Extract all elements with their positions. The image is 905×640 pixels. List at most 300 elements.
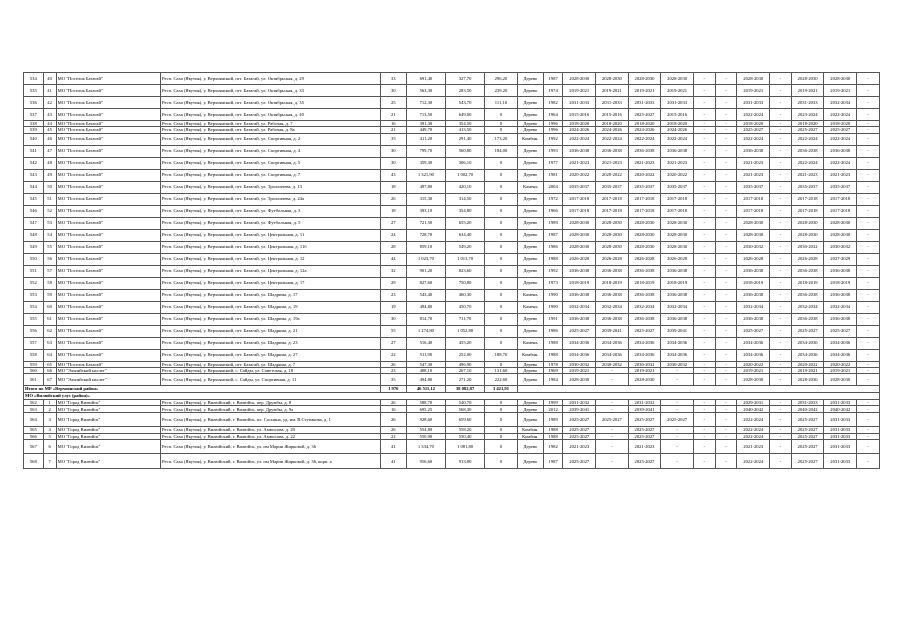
table-cell: 2025-2027 xyxy=(791,412,824,427)
table-cell: 2025-2027 xyxy=(791,325,824,337)
table-cell: 1 002,70 xyxy=(445,169,484,181)
table-cell: 2018-2019 xyxy=(596,277,629,289)
table-cell: - xyxy=(693,241,715,253)
table-cell: 553 xyxy=(24,289,44,301)
table-cell: 2021-2023 xyxy=(661,157,694,169)
table-cell: 327,70 xyxy=(445,73,484,85)
table-body-verkhoyansk xyxy=(24,73,880,386)
table-cell: 61 xyxy=(43,313,56,325)
table-cell: 2028-2030 xyxy=(737,217,770,229)
table-cell: МО "Поселок Батагай" xyxy=(56,85,160,97)
table-cell: Респ. Саха (Якутия), у. Верхоянский, пгт. Батагай, ул. Тролличева, д. 24а xyxy=(161,193,381,205)
table-cell: - xyxy=(693,145,715,157)
table-cell: 2025-2027 xyxy=(628,412,661,427)
table-cell: Респ. Саха (Якутия), у. Верхоянский, пгт. Батагай, ул. Шадрина, д. 19а xyxy=(161,313,381,325)
table-cell: Дерево xyxy=(517,325,543,337)
table-cell: 562 xyxy=(24,400,44,406)
table-cell: Респ. Саха (Якутия), у. Верхоянский, пгт. Батагай, ул. Спортивная, д. 4 xyxy=(161,145,381,157)
table-cell: 1 081,80 xyxy=(445,439,484,454)
table-cell: 2018-2019 xyxy=(628,277,661,289)
table-cell: - xyxy=(770,454,792,469)
table-cell: МО "Поселок Батагай" xyxy=(56,301,160,313)
table-cell: Респ. Саха (Якутия), у. Верхоянский, пгт. Батагай, ул. Центральная, д. 12 xyxy=(161,253,381,265)
table-cell: МО "Поселок Батагай" xyxy=(56,157,160,169)
table-cell: 252,00 xyxy=(445,349,484,361)
table-cell: Респ. Саха (Якутия), у. Верхоянский, пгт. Батагай, ул. Центральная, д. 12а xyxy=(161,265,381,277)
table-cell: 2028-2030 xyxy=(737,73,770,85)
table-cell: Дерево xyxy=(517,400,543,406)
table-cell: - xyxy=(661,454,694,469)
table-cell: 2018-2019 xyxy=(563,277,596,289)
table-cell: 2034-2036 xyxy=(661,337,694,349)
table-cell: 23 xyxy=(380,289,406,301)
table-cell: 0 xyxy=(485,289,518,301)
table-cell: 2017-2018 xyxy=(737,205,770,217)
table-cell: МО "Поселок Батагай" xyxy=(56,97,160,109)
table-cell: 557 xyxy=(24,337,44,349)
table-row xyxy=(24,325,880,337)
table-cell: 799,70 xyxy=(406,145,445,157)
table-cell: 2022-2024 xyxy=(596,133,629,145)
table-cell: 2028-2030 xyxy=(737,374,770,386)
table-cell: - xyxy=(770,169,792,181)
table-cell: 1 274,80 xyxy=(406,325,445,337)
table-cell: 2015-2016 xyxy=(661,109,694,121)
table-cell: 2030-2032 xyxy=(596,361,629,367)
table-cell: 2017-2018 xyxy=(563,205,596,217)
table-cell: 6 xyxy=(43,439,56,454)
table-cell: 50 xyxy=(43,181,56,193)
table-row xyxy=(24,205,880,217)
table-cell: 2025-2027 xyxy=(628,454,661,469)
table-cell: 314,50 xyxy=(445,193,484,205)
table-cell: 2017-2018 xyxy=(791,193,824,205)
table-cell: - xyxy=(693,85,715,97)
table-cell: 2025-2027 xyxy=(563,325,596,337)
table-cell: Комбин. xyxy=(517,133,543,145)
table-cell: 2031-2033 xyxy=(824,412,857,427)
table-cell: 2026-2028 xyxy=(596,253,629,265)
table-cell: 2020-2022 xyxy=(661,169,694,181)
total-label: Итого по МР «Верхоянский район» xyxy=(24,386,381,393)
table-cell: - xyxy=(596,406,629,412)
table-cell: - xyxy=(770,121,792,127)
table-cell: - xyxy=(770,145,792,157)
table-cell: 2031-2032 xyxy=(563,400,596,406)
table-cell: 1989 xyxy=(543,412,563,427)
table-cell: - xyxy=(715,169,737,181)
table-cell: - xyxy=(596,427,629,433)
table-cell: - xyxy=(857,361,880,367)
table-cell: 2022-2024 xyxy=(737,454,770,469)
table-cell: 0 xyxy=(485,400,518,406)
table-cell: - xyxy=(661,374,694,386)
table-cell: Дерево xyxy=(517,439,543,454)
table-cell: 560 xyxy=(24,367,44,373)
table-cell: 2028-2030 xyxy=(628,217,661,229)
table-cell: 0 xyxy=(485,301,518,313)
table-cell: Респ. Саха (Якутия), у. Вилюйский, г. Вилюйск, ул. им Марии Жирковой, д. 36 xyxy=(161,439,381,454)
table-cell: 2031-2033 xyxy=(824,454,857,469)
table-cell: Респ. Саха (Якутия), у. Вилюйский, г. Вилюйск, пер. Дружбы, д. 9а xyxy=(161,406,381,412)
table-cell: 29 xyxy=(380,277,406,289)
table-cell: 2019-2021 xyxy=(791,367,824,373)
table-cell: 2028-2030 xyxy=(596,241,629,253)
table-cell: МО "Поселок Батагай" xyxy=(56,109,160,121)
table-cell: 43 xyxy=(380,169,406,181)
table-cell: 2028-2030 xyxy=(596,229,629,241)
table-cell: 2020-2022 xyxy=(737,361,770,367)
table-cell: 1987 xyxy=(543,229,563,241)
table-cell: - xyxy=(857,181,880,193)
table-cell: 41 xyxy=(380,454,406,469)
table-cell: 2024-2026 xyxy=(661,127,694,133)
table-cell: 1999 xyxy=(543,400,563,406)
table-cell: 2025-2027 xyxy=(563,433,596,439)
table-cell: - xyxy=(596,454,629,469)
table-cell: - xyxy=(661,433,694,439)
table-cell: - xyxy=(693,205,715,217)
table-cell: 2036-2038 xyxy=(563,265,596,277)
table-row xyxy=(24,193,880,205)
table-cell: 558 xyxy=(24,349,44,361)
table-cell: 2017-2018 xyxy=(661,193,694,205)
table-cell: - xyxy=(770,412,792,427)
table-cell: - xyxy=(770,253,792,265)
table-cell: 550,90 xyxy=(406,433,445,439)
table-cell: 2032-2034 xyxy=(791,301,824,313)
table-cell: - xyxy=(715,454,737,469)
table-row xyxy=(24,181,880,193)
table-cell: Камень xyxy=(517,301,543,313)
table-cell: 306,10 xyxy=(445,157,484,169)
table-cell: 2028-2030 xyxy=(791,73,824,85)
table-cell: 40 xyxy=(43,73,56,85)
table-cell: 0 xyxy=(485,412,518,427)
table-cell: - xyxy=(715,217,737,229)
table-row xyxy=(24,374,880,386)
table-cell: 537 xyxy=(24,109,44,121)
table-cell: 1988 xyxy=(543,337,563,349)
table-cell: 47 xyxy=(43,145,56,157)
table-cell: Респ. Саха (Якутия), у. Верхоянский, пгт. Батагай, ул. Шадрина, д. 19 xyxy=(161,301,381,313)
table-cell: 2036-2038 xyxy=(563,313,596,325)
table-cell: 2026-2028 xyxy=(791,253,824,265)
table-cell: 560,80 xyxy=(445,145,484,157)
table-cell: 712,30 xyxy=(406,97,445,109)
table-cell: 2032-2034 xyxy=(596,301,629,313)
table-cell: - xyxy=(693,412,715,427)
table-cell: 2036-2038 xyxy=(824,265,857,277)
table-cell: - xyxy=(596,367,629,373)
table-cell: МО "Поселок Батагай" xyxy=(56,73,160,85)
table-cell: - xyxy=(693,97,715,109)
table-cell: - xyxy=(693,289,715,301)
table-cell: 27 xyxy=(380,217,406,229)
table-cell: - xyxy=(693,400,715,406)
table-cell: - xyxy=(857,265,880,277)
table-cell: 46 xyxy=(43,133,56,145)
table-cell: 239,20 xyxy=(485,85,518,97)
table-cell: 540 xyxy=(24,133,44,145)
table-cell: 2032-2034 xyxy=(824,97,857,109)
table-cell: 2036-2038 xyxy=(824,313,857,325)
table-cell: 2035-2037 xyxy=(737,181,770,193)
table-cell: 2025-2027 xyxy=(791,439,824,454)
table-cell: 1996 xyxy=(543,127,563,133)
table-cell: 18 xyxy=(380,205,406,217)
table-row xyxy=(24,454,880,469)
table-cell: Респ. Саха (Якутия), у. Верхоянский, пгт. Батагай, ул. Спортивная, д. 7 xyxy=(161,169,381,181)
table-cell: 563 xyxy=(24,406,44,412)
table-cell: 4 xyxy=(43,427,56,433)
table-cell: - xyxy=(693,325,715,337)
table-cell: - xyxy=(857,439,880,454)
table-cell: 2036-2038 xyxy=(596,265,629,277)
table-cell: 2028-2030 xyxy=(824,374,857,386)
table-cell: 2035-2037 xyxy=(661,181,694,193)
table-cell: - xyxy=(693,121,715,127)
table-cell: - xyxy=(715,157,737,169)
table-cell: 565 xyxy=(24,427,44,433)
table-cell: 2028-2030 xyxy=(661,73,694,85)
table-cell: Респ. Саха (Якутия), у. Вилюйский, г. Вилюйск, ул. Аммосова, д. 22 xyxy=(161,433,381,439)
table-cell: - xyxy=(857,433,880,439)
table-cell: - xyxy=(715,229,737,241)
table-cell: 2025-2027 xyxy=(824,127,857,133)
table-row xyxy=(24,145,880,157)
table-cell: 2034-2036 xyxy=(661,349,694,361)
table-cell: 0 xyxy=(485,427,518,433)
table-cell: 2032-2034 xyxy=(661,301,694,313)
table-cell: - xyxy=(693,439,715,454)
table-cell: 538 xyxy=(24,121,44,127)
table-cell: 0 xyxy=(485,325,518,337)
table-cell: - xyxy=(770,289,792,301)
table-cell: - xyxy=(715,349,737,361)
table-cell: - xyxy=(693,406,715,412)
table-cell: 2017-2018 xyxy=(596,193,629,205)
table-cell: 2018-2019 xyxy=(791,277,824,289)
table-cell: 827,60 xyxy=(406,277,445,289)
table-cell: 2015-2016 xyxy=(596,109,629,121)
table-row xyxy=(24,253,880,265)
table-cell: - xyxy=(857,169,880,181)
table-cell: 2022-2024 xyxy=(628,133,661,145)
table-cell: 188,70 xyxy=(485,349,518,361)
table-cell: Дерево xyxy=(517,412,543,427)
table-cell: 30 xyxy=(380,313,406,325)
table-cell: 52 xyxy=(43,205,56,217)
table-cell: 0 xyxy=(485,361,518,367)
table-cell: 558,20 xyxy=(445,427,484,433)
table-cell: - xyxy=(770,241,792,253)
table-cell: 2031-2033 xyxy=(824,433,857,439)
table-cell: 1987 xyxy=(543,454,563,469)
table-cell: - xyxy=(693,217,715,229)
table-cell: МО "Эльгяйский наслег" xyxy=(56,374,160,386)
table-cell: 2028-2030 xyxy=(791,217,824,229)
table-cell: - xyxy=(693,374,715,386)
table-cell: Дерево xyxy=(517,361,543,367)
table-cell: Комбин. xyxy=(517,427,543,433)
table-cell: - xyxy=(596,433,629,439)
table-cell: 546 xyxy=(24,205,44,217)
table-cell: 49 xyxy=(43,169,56,181)
housing-repair-table xyxy=(23,72,880,469)
table-cell: 2017-2018 xyxy=(628,193,661,205)
table-cell: Дерево xyxy=(517,253,543,265)
table-cell: 695,25 xyxy=(406,406,445,412)
table-cell: - xyxy=(770,349,792,361)
table-cell: 2018-2019 xyxy=(824,277,857,289)
table-cell: 2020-2022 xyxy=(824,361,857,367)
table-cell: 2028-2030 xyxy=(661,217,694,229)
table-cell: 2018-2019 xyxy=(737,277,770,289)
table-row xyxy=(24,349,880,361)
table-cell: - xyxy=(693,133,715,145)
table-cell: 2031-2032 xyxy=(628,400,661,406)
table-cell: - xyxy=(715,97,737,109)
table-cell: 2036-2038 xyxy=(628,145,661,157)
table-cell: - xyxy=(715,241,737,253)
table-cell: 60 xyxy=(43,301,56,313)
table-cell: 2028-2030 xyxy=(628,241,661,253)
table-cell: 44 xyxy=(380,253,406,265)
table-cell: МО "Поселок Батагай" xyxy=(56,127,160,133)
table-cell: 2025-2027 xyxy=(791,427,824,433)
table-cell: 2025-2027 xyxy=(628,433,661,439)
table-cell: 2034-2036 xyxy=(824,337,857,349)
table-cell: МО "Поселок Батагай" xyxy=(56,313,160,325)
table-cell: Респ. Саха (Якутия), у. Верхоянский, пгт. Батагай, ул. Шадрина, д. 23 xyxy=(161,337,381,349)
table-cell: - xyxy=(770,133,792,145)
table-cell: 2040-2042 xyxy=(824,406,857,412)
table-cell: 2020-2022 xyxy=(563,169,596,181)
table-cell: 2039-2041 xyxy=(661,325,694,337)
table-row xyxy=(24,301,880,313)
table-cell: 2034-2036 xyxy=(628,349,661,361)
table-cell: 2034-2036 xyxy=(737,337,770,349)
table-cell: 2022-2024 xyxy=(737,109,770,121)
table-cell: 540,70 xyxy=(445,400,484,406)
table-cell: 2034-2036 xyxy=(737,349,770,361)
table-cell: 131,60 xyxy=(485,367,518,373)
table-cell: 2021-2023 xyxy=(791,169,824,181)
table-cell: Респ. Саха (Якутия), у. Верхоянский, пгт. Батагай, ул. Тролличева, д. 13 xyxy=(161,181,381,193)
table-cell: 0 xyxy=(485,241,518,253)
table-cell: 26 xyxy=(380,361,406,367)
table-cell: 2032-2034 xyxy=(824,301,857,313)
table-cell: - xyxy=(715,205,737,217)
table-cell: - xyxy=(661,367,694,373)
table-cell: 2028-2030 xyxy=(791,229,824,241)
table-cell: 2028-2030 xyxy=(563,374,596,386)
table-cell: 2021-2023 xyxy=(737,439,770,454)
table-cell: 2022-2024 xyxy=(791,157,824,169)
table-row xyxy=(24,97,880,109)
table-cell: 2039-2041 xyxy=(596,325,629,337)
table-cell: 2036-2038 xyxy=(661,313,694,325)
table-cell: Респ. Саха (Якутия), у. Верхоянский, пгт. Батагай, ул. Октябрьская, д. 33 xyxy=(161,85,381,97)
table-cell: 22 xyxy=(380,349,406,361)
table-cell: 1973 xyxy=(543,277,563,289)
table-cell: Камень xyxy=(517,289,543,301)
table-cell: 913,00 xyxy=(445,454,484,469)
table-cell: 2021-2023 xyxy=(824,169,857,181)
table-cell: 2026-2028 xyxy=(628,253,661,265)
table-cell: - xyxy=(715,374,737,386)
table-cell: 2030-2032 xyxy=(563,361,596,367)
table-cell: 551 xyxy=(24,265,44,277)
table-cell: МО "Город Вилюйск" xyxy=(56,406,160,412)
table-cell: 0 xyxy=(485,169,518,181)
table-cell: 48 xyxy=(43,157,56,169)
table-cell: 2025-2027 xyxy=(563,412,596,427)
table-cell: 550 xyxy=(24,253,44,265)
table-cell: 0 xyxy=(485,229,518,241)
table-cell: Респ. Саха (Якутия), у. Верхоянский, пгт. Батагай, ул. Октябрьская, д. 40 xyxy=(161,109,381,121)
table-cell: 41 xyxy=(380,439,406,454)
table-cell: 1 321,90 xyxy=(406,169,445,181)
table-cell: 2025-2027 xyxy=(563,454,596,469)
table-cell: 2034-2036 xyxy=(596,349,629,361)
table-cell: - xyxy=(770,374,792,386)
table-cell: 494,80 xyxy=(406,374,445,386)
table-cell: - xyxy=(857,97,880,109)
table-cell: Дерево xyxy=(517,205,543,217)
table-cell: 901,20 xyxy=(406,265,445,277)
table-cell: Респ. Саха (Якутия), у. Верхоянский, пгт. Батагай, ул. Октябрьская, д. 35 xyxy=(161,97,381,109)
table-cell: - xyxy=(857,289,880,301)
table-cell: 1993 xyxy=(543,145,563,157)
table-cell: 2036-2038 xyxy=(563,145,596,157)
table-cell: 2019-2021 xyxy=(563,85,596,97)
table-cell: 45 xyxy=(43,127,56,133)
table-cell: 184,00 xyxy=(485,145,518,157)
table-cell: 26 xyxy=(380,400,406,406)
table-cell: 2036-2038 xyxy=(596,145,629,157)
table-cell: 42 xyxy=(43,97,56,109)
table-cell: - xyxy=(857,109,880,121)
table-cell: 2036-2038 xyxy=(791,313,824,325)
table-cell: - xyxy=(596,374,629,386)
table-cell: 728,70 xyxy=(406,229,445,241)
table-cell: Камень xyxy=(517,181,543,193)
table-cell: 173,20 xyxy=(485,133,518,145)
table-cell: 0 xyxy=(485,127,518,133)
table-cell: 22 xyxy=(380,433,406,439)
table-cell: - xyxy=(857,127,880,133)
table-cell: 2022-2024 xyxy=(824,157,857,169)
table-cell: 2019-2021 xyxy=(563,367,596,373)
table-cell: - xyxy=(857,133,880,145)
table-cell: 549 xyxy=(24,241,44,253)
table-cell: 550,40 xyxy=(445,433,484,439)
table-cell: 2022-2024 xyxy=(824,109,857,121)
table-cell: 750,80 xyxy=(445,277,484,289)
table-cell: 2021-2023 xyxy=(737,169,770,181)
table-cell: 1988 xyxy=(543,349,563,361)
table-cell: - xyxy=(857,277,880,289)
table-cell: Дерево xyxy=(517,97,543,109)
table-row xyxy=(24,277,880,289)
table-cell: Респ. Саха (Якутия), у. Верхоянский, пгт. Батагай, ул. Центральная, д. 17 xyxy=(161,277,381,289)
table-cell: 64 xyxy=(43,349,56,361)
table-cell: 516,40 xyxy=(406,337,445,349)
table-cell: - xyxy=(770,433,792,439)
table-cell: - xyxy=(715,181,737,193)
